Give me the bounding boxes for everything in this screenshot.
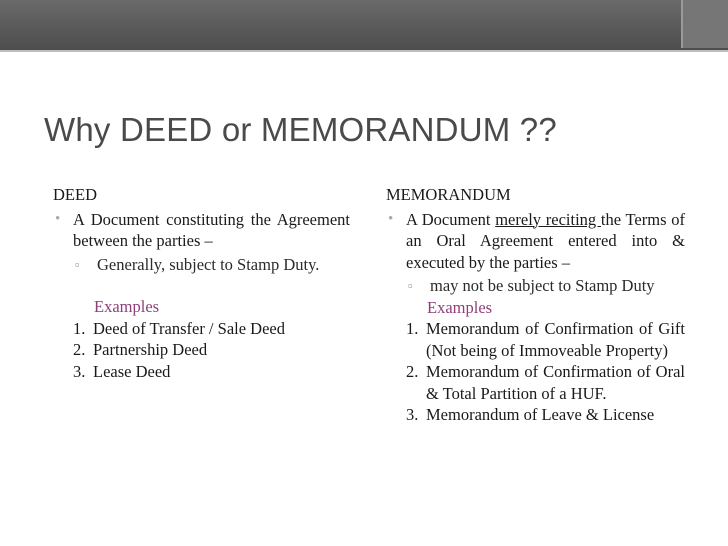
list-item	[53, 339, 350, 361]
list-item-text: Partnership Deed	[93, 340, 208, 359]
list-item-number: 1.	[73, 318, 86, 338]
sub-bullet-square-icon: ▫	[75, 256, 80, 272]
deed-bullet	[53, 209, 350, 252]
slide-header-bar	[0, 0, 728, 50]
deed-examples-label: Examples	[94, 297, 160, 316]
list-item-number: 3.	[73, 361, 86, 381]
memorandum-examples-list	[386, 318, 685, 426]
list-item-number: 3.	[406, 405, 419, 424]
list-item-number: 1.	[406, 319, 419, 338]
list-item	[386, 404, 685, 426]
list-item-text: Deed of Transfer / Sale Deed	[93, 318, 285, 338]
list-item-text: Memorandum of Confirmation of Gift (Not being of Immoveable Property)	[426, 319, 685, 360]
list-item	[386, 318, 685, 361]
memorandum-bullet-underlined: merely reciting	[495, 209, 601, 229]
list-item-text: Memorandum of Confirmation of Oral & Total Partition of a HUF.	[426, 362, 685, 403]
list-item	[386, 361, 685, 404]
memorandum-heading: MEMORANDUM	[386, 185, 511, 204]
memorandum-sub-bullet	[386, 275, 685, 297]
memorandum-bullet	[386, 209, 685, 274]
deed-sub-text: Generally, subject to Stamp Duty.	[97, 254, 320, 274]
list-item-text: Lease Deed	[93, 361, 171, 381]
header-corner-block	[681, 0, 728, 48]
sub-bullet-square-icon: ▫	[408, 278, 413, 293]
memorandum-sub-text: may not be subject to Stamp Duty	[430, 276, 655, 295]
header-divider	[0, 50, 728, 52]
memorandum-bullet-text-pre: A Document	[406, 209, 496, 229]
list-item-number: 2.	[406, 362, 419, 381]
bullet-dot-icon: •	[388, 210, 394, 227]
deed-examples-row	[53, 296, 350, 318]
deed-examples-list	[53, 318, 350, 383]
bullet-dot-icon: •	[55, 210, 61, 227]
deed-bullet-text: A Document constituting the Agreement between the parties –	[73, 209, 350, 250]
slide-title: Why DEED or MEMORANDUM ??	[44, 111, 557, 148]
list-item	[53, 361, 350, 383]
list-item-text: Memorandum of Leave & License	[426, 405, 655, 424]
memorandum-column	[386, 184, 685, 426]
deed-heading: DEED	[53, 185, 97, 204]
memorandum-examples-row	[386, 297, 685, 319]
list-item	[53, 318, 350, 340]
memorandum-examples-label: Examples	[427, 297, 493, 317]
memorandum-bullet-text-post: the Terms of an Oral Agreement entered into & executed by the parties –	[406, 209, 685, 272]
deed-column	[53, 184, 350, 382]
list-item-number: 2.	[73, 340, 86, 359]
deed-sub-bullet	[53, 254, 350, 276]
